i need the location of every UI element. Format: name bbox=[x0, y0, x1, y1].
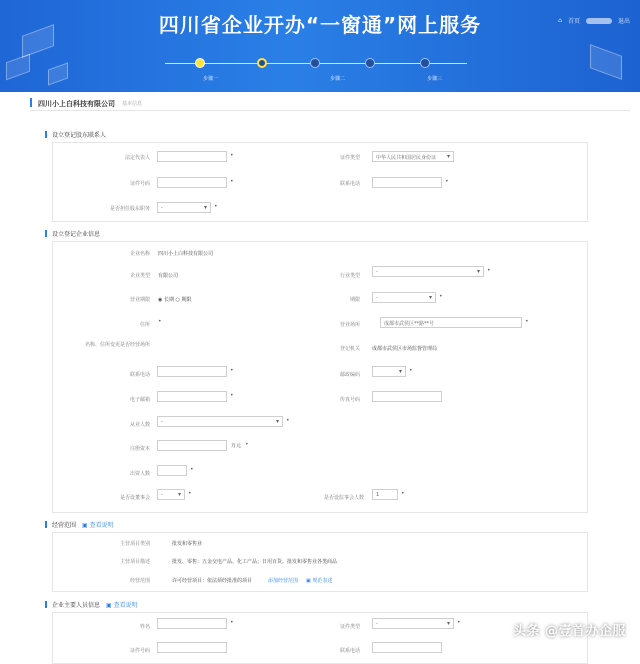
required-mark: • bbox=[190, 466, 194, 473]
industry-select[interactable]: - ▾ bbox=[372, 266, 484, 277]
member-name-label: 姓名 bbox=[139, 624, 150, 630]
board-label: 是否设董事会 bbox=[119, 495, 150, 501]
period-select-label: 期限 bbox=[349, 297, 360, 303]
main-category-label: 主营项目类别 bbox=[119, 541, 150, 547]
approval-label: 名称、住所变更是否经营场所 bbox=[84, 342, 150, 348]
scope-help-link[interactable]: ▣ 查看说明 bbox=[82, 522, 114, 529]
required-mark: • bbox=[457, 619, 461, 626]
step-label: 步骤一 bbox=[203, 76, 219, 82]
period-options[interactable]: ◉ 长期 ○ 期限 bbox=[158, 297, 192, 303]
norm-scope-link[interactable]: ▣ 规范表述 bbox=[306, 578, 333, 584]
step-label: 步骤二 bbox=[330, 76, 346, 82]
member-id-type-label: 证件类型 bbox=[339, 624, 360, 630]
required-mark: • bbox=[286, 417, 290, 424]
legal-rep-label: 法定代表人 bbox=[124, 155, 150, 161]
required-mark: • bbox=[445, 178, 449, 185]
decor-cube bbox=[6, 54, 30, 81]
shareholder-label: 是否担任股东职务 bbox=[109, 206, 150, 212]
member-id-label: 证件号码 bbox=[129, 648, 150, 654]
company-type-value: 有限公司 bbox=[158, 273, 179, 279]
location-input[interactable]: 成都市武侯区**路**号 bbox=[380, 317, 522, 328]
step-dot-active[interactable] bbox=[195, 58, 205, 68]
avatar bbox=[586, 18, 612, 24]
id-no-input[interactable] bbox=[157, 177, 227, 188]
member-name-input[interactable] bbox=[157, 618, 227, 629]
section-members-title: 企业主要人员信息 ▣ 查看说明 bbox=[45, 600, 138, 609]
required-mark: • bbox=[401, 490, 405, 497]
location-label: 营业场所 bbox=[339, 322, 360, 328]
required-mark: • bbox=[409, 367, 413, 374]
supervisor-label: 是否设监事会人数 bbox=[323, 495, 364, 501]
capital-label: 注册资本 bbox=[129, 446, 150, 452]
shareholder-select[interactable]: - ▾ bbox=[157, 202, 211, 213]
member-phone-label: 联系电话 bbox=[339, 648, 360, 654]
members-help-link[interactable]: ▣ 查看说明 bbox=[106, 602, 138, 609]
section-scope-title: 经营范围 ▣ 查看说明 bbox=[45, 520, 114, 529]
company-name: 四川小上白科技有限公司 bbox=[38, 100, 115, 108]
period-select[interactable]: - ▾ bbox=[372, 292, 436, 303]
accent-bar bbox=[30, 98, 32, 107]
main-scope-label: 主营项目描述 bbox=[119, 559, 150, 565]
contact-label: 联系电话 bbox=[129, 372, 150, 378]
main-category-value: 批发和零售业 bbox=[172, 541, 203, 547]
email-label: 电子邮箱 bbox=[129, 397, 150, 403]
fax-input[interactable] bbox=[372, 391, 442, 402]
registration-label: 登记机关 bbox=[339, 346, 360, 352]
required-mark: • bbox=[230, 619, 234, 626]
period-label: 营业期限 bbox=[129, 297, 150, 303]
fax-label: 传真号码 bbox=[339, 397, 360, 403]
company-bar bbox=[30, 96, 630, 111]
section-members bbox=[52, 612, 588, 664]
required-mark: • bbox=[158, 318, 162, 325]
id-type-label: 证件类型 bbox=[339, 155, 360, 161]
company-subtitle: 基本信息 bbox=[122, 101, 143, 107]
company-name-label: 企业名称 bbox=[129, 251, 150, 257]
step-dot[interactable] bbox=[365, 58, 375, 68]
step-progress bbox=[165, 55, 467, 85]
company-type-label: 企业类型 bbox=[129, 273, 150, 279]
section-company-title: 设立登记企业信息 bbox=[45, 229, 100, 238]
required-mark: • bbox=[214, 203, 218, 210]
sub-scope-value: 许可经营项目：依法须经批准的项目 bbox=[172, 578, 253, 584]
home-icon[interactable]: ⌂ bbox=[558, 17, 562, 24]
postcode-label: 邮政编码 bbox=[339, 372, 360, 378]
sub-scope-label: 经营范围 bbox=[129, 578, 150, 584]
registration-value: 成都市武侯区市场监督管理局 bbox=[372, 346, 438, 352]
decor-cube bbox=[48, 62, 68, 85]
required-mark: • bbox=[439, 293, 443, 300]
required-mark: • bbox=[487, 267, 491, 274]
logout-link[interactable]: 退出 bbox=[617, 18, 630, 25]
phone-input[interactable] bbox=[372, 177, 442, 188]
home-link[interactable]: 首页 bbox=[567, 18, 580, 25]
resident-label: 住所 bbox=[139, 322, 150, 328]
legal-rep-input[interactable] bbox=[157, 151, 227, 162]
required-mark: • bbox=[188, 490, 192, 497]
step-dot[interactable] bbox=[310, 58, 320, 68]
email-input[interactable] bbox=[157, 391, 227, 402]
required-mark: • bbox=[230, 178, 234, 185]
postcode-select[interactable] bbox=[372, 366, 406, 377]
required-mark: • bbox=[230, 152, 234, 159]
step-label: 步骤三 bbox=[427, 76, 443, 82]
required-mark: • bbox=[230, 392, 234, 399]
industry-label: 行业类型 bbox=[339, 273, 360, 279]
decor-cube bbox=[590, 44, 622, 80]
member-id-type-select[interactable]: - ▾ bbox=[372, 618, 454, 629]
phone-label: 联系电话 bbox=[339, 181, 360, 187]
required-mark: • bbox=[525, 318, 529, 325]
header-banner bbox=[0, 0, 640, 92]
required-mark: • bbox=[230, 367, 234, 374]
member-phone-input[interactable] bbox=[372, 642, 442, 653]
company-name-value: 四川小上白科技有限公司 bbox=[158, 251, 214, 257]
contact-input[interactable] bbox=[157, 366, 227, 377]
employment-label: 从业人数 bbox=[129, 422, 150, 428]
top-links bbox=[558, 16, 630, 25]
section-legal-title: 设立登记股东联系人 bbox=[45, 130, 106, 139]
add-scope-link[interactable]: 添加经营范围 bbox=[268, 578, 299, 584]
invest-input[interactable] bbox=[157, 465, 187, 476]
id-type-select[interactable]: 中华人民共和国居民身份证 ▾ bbox=[372, 151, 454, 162]
step-dot[interactable] bbox=[420, 58, 430, 68]
employment-select[interactable]: - ▾ bbox=[157, 416, 283, 427]
invest-label: 出资人数 bbox=[129, 471, 150, 477]
capital-unit: 万元 bbox=[231, 443, 242, 449]
capital-input[interactable] bbox=[157, 440, 227, 451]
main-scope-value: 批发、零售：五金交电产品、化工产品；日用百货。批发和零售业各类商品 bbox=[172, 559, 338, 565]
required-mark: • bbox=[245, 441, 249, 448]
board-select[interactable]: - ▾ bbox=[157, 489, 185, 500]
step-dot-current[interactable] bbox=[257, 58, 267, 68]
member-id-input[interactable] bbox=[157, 642, 227, 653]
id-no-label: 证件号码 bbox=[129, 181, 150, 187]
supervisor-input[interactable]: 1 bbox=[372, 489, 398, 500]
watermark: 头条 @壹首办企服 bbox=[512, 624, 626, 639]
page-title: 四川省企业开办“一窗通”网上服务 bbox=[158, 13, 482, 37]
